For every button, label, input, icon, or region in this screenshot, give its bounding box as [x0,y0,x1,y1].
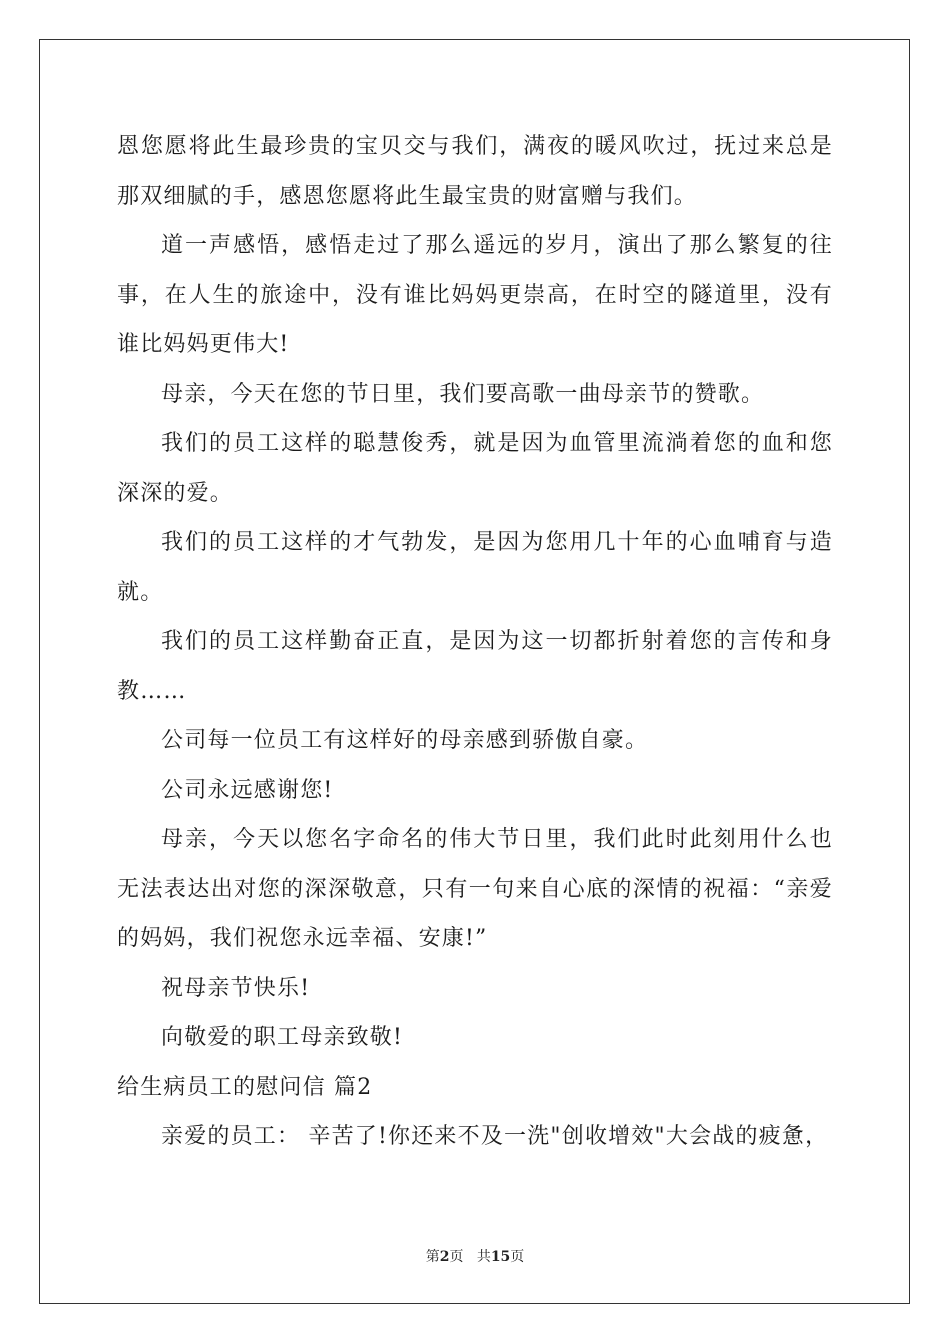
section-heading: 给生病员工的慰问信 篇2 [117,1074,373,1100]
paragraph-2: 道一声感悟，感悟走过了那么遥远的岁月，演出了那么繁复的往事，在人生的旅途中，没有谁比妈妈更崇高，在时空的隧道里，没有谁比妈妈更伟大! [117,233,833,357]
paragraph-6: 我们的员工这样勤奋正直，是因为这一切都折射着您的言传和身教…… [117,629,833,704]
paragraph-12: 亲爱的员工： 辛苦了!你还来不及一洗"创收增效"大会战的疲惫， [161,1124,829,1149]
document-body [117,122,833,1162]
paragraph-10: 祝母亲节快乐! [161,975,311,1001]
paragraph-9: 母亲，今天以您名字命名的伟大节日里，我们此时此刻用什么也无法表达出对您的深深敬意，只有一句来自心底的深情的祝福：“亲爱的妈妈，我们祝您永远幸福、安康!” [117,827,833,951]
paragraph-7: 公司每一位员工有这样好的母亲感到骄傲自豪。 [161,728,649,753]
footer-total-suffix: 页 [510,1249,525,1265]
paragraph-1: 恩您愿将此生最珍贵的宝贝交与我们，满夜的暖风吹过，抚过来总是那双细腻的手，感恩您愿将此生最宝贵的财富赠与我们。 [117,134,833,209]
paragraph-8: 公司永远感谢您! [161,777,334,803]
footer-total-pages: 15 [490,1249,511,1265]
footer-total-prefix: 共 [476,1249,491,1265]
paragraph-11: 向敬爱的职工母亲致敬! [161,1025,404,1050]
paragraph-5: 我们的员工这样的才气勃发，是因为您用几十年的心血哺育与造就。 [117,530,833,605]
footer-page-number: 2 [439,1249,450,1265]
paragraph-3: 母亲，今天在您的节日里，我们要高歌一曲母亲节的赞歌。 [161,381,765,407]
footer-page-prefix: 第 [425,1249,440,1265]
footer-page-suffix: 页 [449,1249,464,1265]
page-footer [0,1246,950,1266]
paragraph-4: 我们的员工这样的聪慧俊秀，就是因为血管里流淌着您的血和您深深的爱。 [117,431,833,506]
